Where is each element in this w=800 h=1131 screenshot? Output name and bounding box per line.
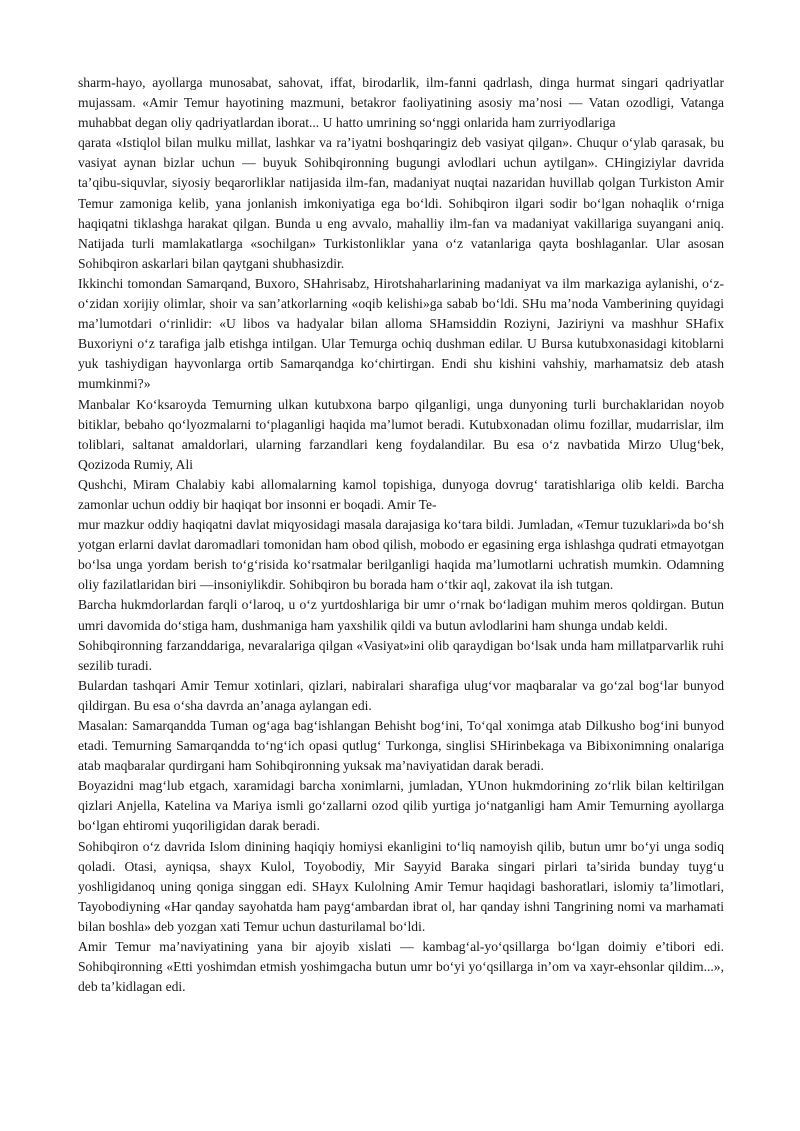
paragraph-9: Bulardan tashqari Amir Temur xotinlari, qizlari, nabiralari sharafiga ulug‘vor maqbaralar va go‘zal bog‘lar bunyod qildirgan. Bu esa o‘sha davrda an’anaga aylangan edi. (78, 677, 724, 713)
paragraph-4: Manbalar Ko‘ksaroyda Temurning ulkan kutubxona barpo qilganligi, unga dunyoning turli burchaklaridan noyob bitiklar, bebaho qo‘lyozmalarni to‘plaganligi haqida ma’lumot beradi. Kutubxonadan olimu fozillar, mudarrislar, ilm toliblari, saltanat amaldorlari, ularning farzandlari keng foydalandilar. Bu esa o‘z navbatida Mirzo Ulug‘bek, Qozizoda Rumiy, Ali (78, 396, 724, 472)
document-body (78, 73, 724, 997)
paragraph-8: Sohibqironning farzanddariga, nevaralariga qilgan «Vasiyat»ini olib qaraydigan bo‘lsak unda ham millatparvarlik ruhi sezilib turadi. (78, 637, 724, 673)
paragraph-13: Amir Temur ma’naviyatining yana bir ajoyib xislati — kambag‘al-yo‘qsillarga bo‘lgan doimiy e’tibori edi. Sohibqironning «Etti yoshimdan etmish yoshimgacha butun umr bo‘yi yo‘qsillarga in’om va xayr-ehsonlar qildim...», deb ta’kidlagan edi. (78, 939, 724, 995)
paragraph-11: Boyazidni mag‘lub etgach, xaramidagi barcha xonimlarni, jumladan, YUnon hukmdorining zo‘rlik bilan keltirilgan qizlari Anjella, Katelina va Mariya ismli go‘zallarni ozod qilib yurtiga jo‘natganligi ham Amir Temurning ayollarga bo‘lgan ehtiromi yuqoriligidan darak beradi. (78, 778, 724, 834)
paragraph-10: Masalan: Samarqandda Tuman og‘aga bag‘ishlangan Behisht bog‘ini, To‘qal xonimga atab Dilkusho bog‘ini bunyod etadi. Temurning Samarqandda to‘ng‘ich opasi qutlug‘ Turkonga, singlisi SHirinbekaga va Bibixonimning onalariga atab maqbaralar qurdirgani ham Sohibqironning yuksak ma’naviyatidan darak beradi. (78, 718, 724, 774)
paragraph-6: mur mazkur oddiy haqiqatni davlat miqyosidagi masala darajasiga ko‘tara bildi. Jumladan, «Temur tuzuklari»da bo‘sh yotgan erlarni davlat daromadlari tomonidan ham obod qilish, mobodo er egasining erga ishlashga qudrati etmayotgan bo‘lsa unga yordam berish to‘g‘risida ko‘rsatmalar berilganligi haqida ma’lumotlarni uchratish mumkin. Odamning oliy fazilatlaridan biri —insoniylikdir. Sohibqiron bu borada ham o‘tkir aql, zakovat ila ish tutgan. (78, 517, 724, 593)
paragraph-2: qarata «Istiqlol bilan mulku millat, lashkar va ra’iyatni boshqaringiz deb vasiyat qilgan». Chuqur o‘ylab qarasak, bu vasiyat aynan bizlar uchun — buyuk Sohibqironning bugungi avlodlari uchun aytilgan». CHingiziylar davrida ta’qibu-siquvlar, siyosiy beqarorliklar natijasida ilm-fan, madaniyat nuqtai nazaridan huvillab qolgan Turkiston Amir Temur zamoniga kelib, yana jonlanish imkoniyatiga ega bo‘ldi. Sohibqiron ilgari sodir bo‘lgan nohaqlik o‘rniga haqiqatni tiklashga harakat qilgan. Bunda u eng avvalo, mahalliy ilm-fan va madaniyat vakillariga suyangani aniq. Natijada turli mamlakatlarga «sochilgan» Turkistonliklar yana o‘z vatanlariga qayta boshlaganlar. Ular asosan Sohibqiron askarlari bilan qaytgani shubhasizdir. (78, 135, 724, 271)
paragraph-3: Ikkinchi tomondan Samarqand, Buxoro, SHahrisabz, Hirotshaharlarining madaniyat va ilm markaziga aylanishi, o‘z-o‘zidan xorijiy olimlar, shoir va san’atkorlarning «oqib kelishi»ga sabab bo‘ldi. SHu ma’noda Vamberining quyidagi ma’lumotdari o‘rinlidir: «U libos va hadyalar bilan alloma SHamsiddin Roziyni, Jaziriyni va mashhur SHafix Buxoriyni o‘z tarafiga jalb etishga intilgan. Ular Temurga ochiq dushman edilar. U Bursa kutubxonasidagi kitoblarni yuk tashiydigan hayvonlarga ortib Samarqandga ko‘chirtirgan. Endi shu kishini vahshiy, marhamatsiz deb atash mumkinmi?» (78, 275, 724, 392)
paragraph-5: Qushchi, Miram Chalabiy kabi allomalarning kamol topishiga, dunyoga dovrug‘ taratishlariga olib keldi. Barcha zamonlar uchun oddiy bir haqiqat bor insonni er boqadi. Amir Te- (78, 476, 724, 512)
paragraph-12: Sohibqiron o‘z davrida Islom dinining haqiqiy homiysi ekanligini to‘liq namoyish qilib, butun umr bo‘yi unga sodiq qoladi. Otasi, ayniqsa, shayx Kulol, Toyobodiy, Mir Sayyid Baraka singari pirlari ta’sirida bunday tuyg‘u yoshligidanoq uning qoniga singgan edi. SHayx Kulolning Amir Temur haqidagi bashoratlari, islomiy ta’limotlari, Tayobodiyning «Har qanday sayohatda ham payg‘ambardan ibrat ol, har qanday ishni Tangrining nomi va marhamati bilan boshla» deb yozgan xati Temur uchun dasturilamal bo‘ldi. (78, 838, 724, 934)
paragraph-7: Barcha hukmdorlardan farqli o‘laroq, u o‘z yurtdoshlariga bir umr o‘rnak bo‘ladigan muhim meros qoldirgan. Butun umri davomida do‘stiga ham, dushmaniga ham yaxshilik qildi va butun avlodlarini ham shunga undab keldi. (78, 597, 724, 633)
paragraph-1: sharm-hayo, ayollarga munosabat, sahovat, iffat, birodarlik, ilm-fanni qadrlash, dinga hurmat singari qadriyatlar mujassam. «Amir Temur hayotining mazmuni, betakror faoliyatining asosiy ma’nosi — Vatan ozodligi, Vatanga muhabbat degan oliy qadriyatlardan iborat... U hatto umrining so‘nggi onlarida ham zurriyodlariga (78, 75, 724, 131)
